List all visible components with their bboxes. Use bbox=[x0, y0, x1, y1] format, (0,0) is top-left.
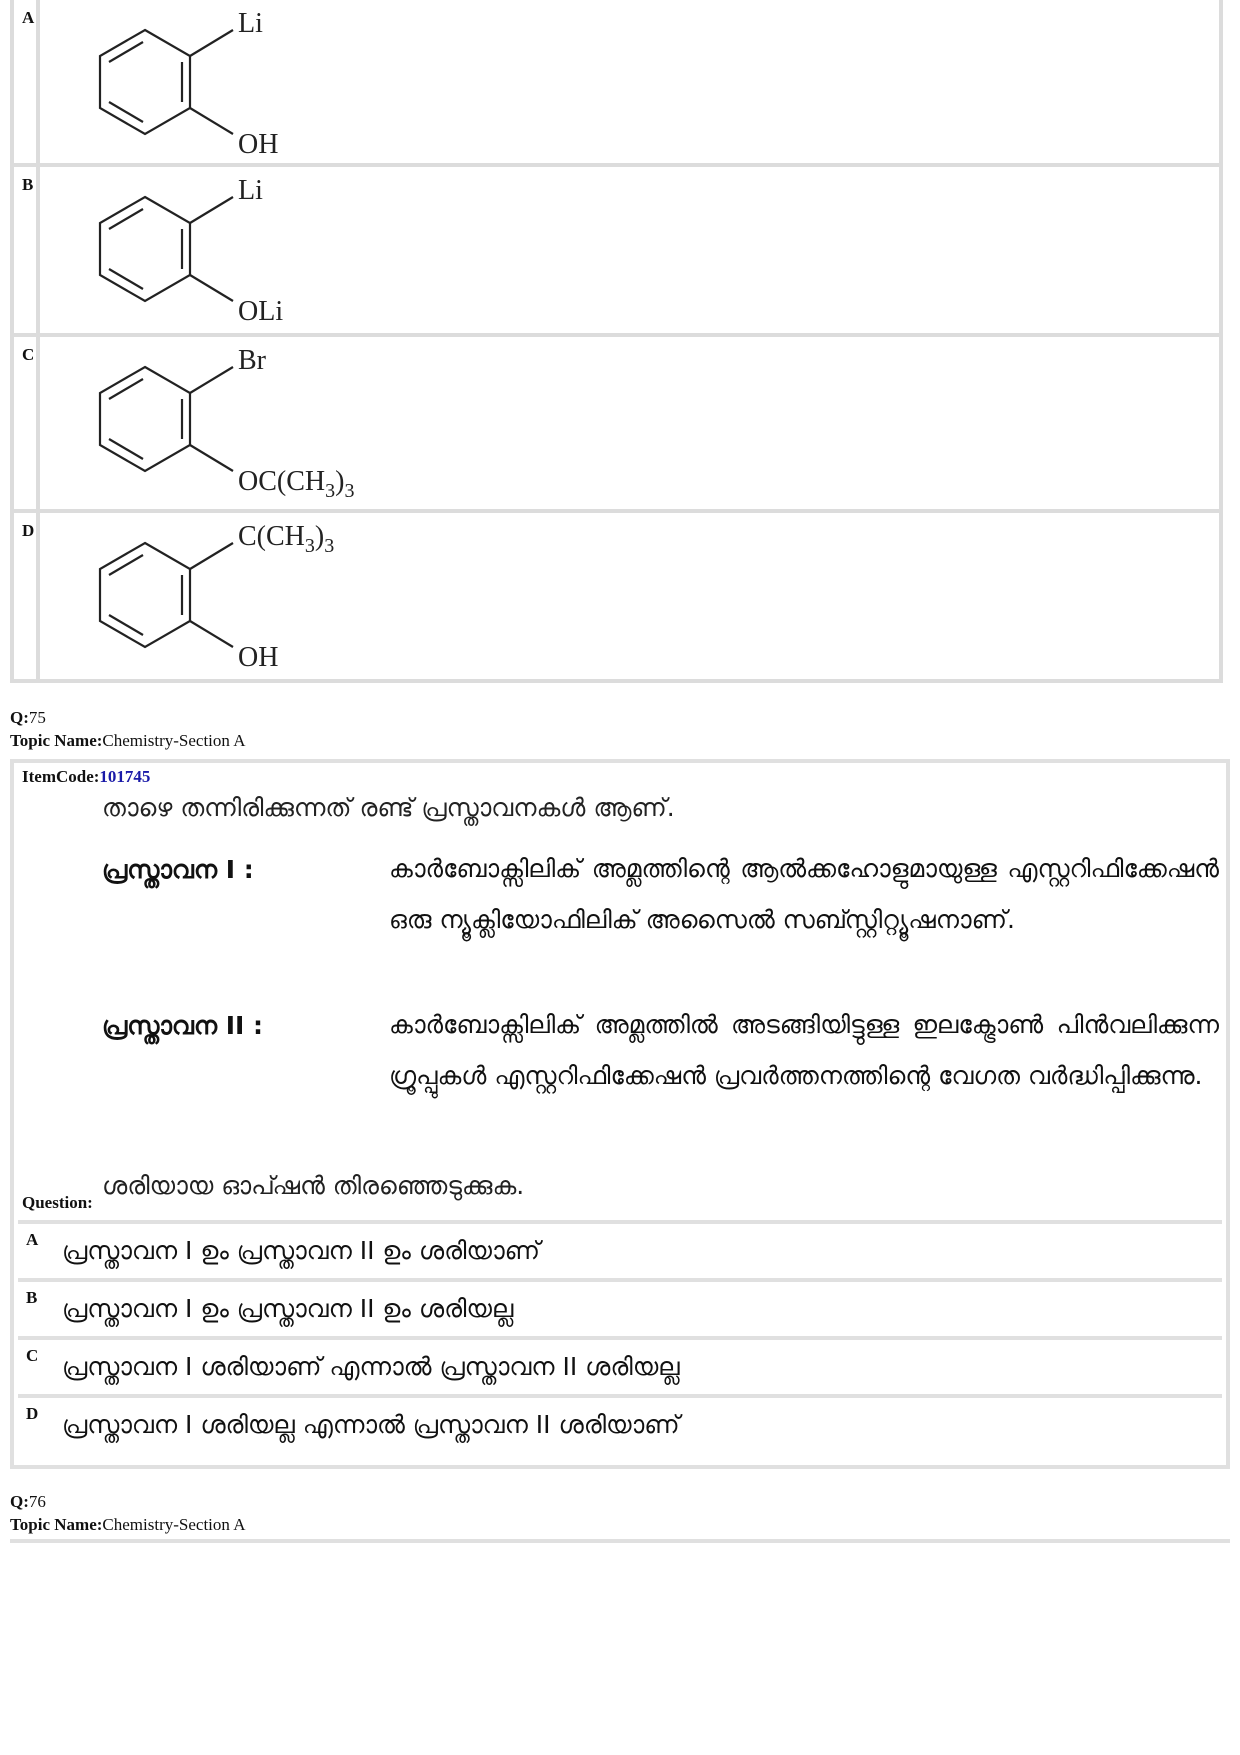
option-row-b[interactable] bbox=[14, 167, 1219, 337]
option-letter: A bbox=[14, 0, 40, 163]
question-prompt: ശരിയായ ഓപ്ഷൻ തിരഞ്ഞെടുക്കുക. bbox=[102, 1171, 525, 1200]
answer-option-d[interactable]: D പ്രസ്താവന I ശരിയല്ല എന്നാൽ പ്രസ്താവന II ശരിയാണ് bbox=[18, 1394, 1222, 1452]
answer-option-c[interactable]: C പ്രസ്താവന I ശരിയാണ് എന്നാൽ പ്രസ്താവന II ശരിയല്ല bbox=[18, 1336, 1222, 1394]
option-letter: C bbox=[14, 337, 40, 509]
top-substituent: $C(CH_3)_3$ bbox=[238, 521, 335, 557]
divider bbox=[10, 1539, 1230, 1543]
statement-1-label: പ്രസ്താവന I : bbox=[102, 855, 254, 884]
question-label: Question: bbox=[22, 1193, 93, 1212]
benzene-structure-c bbox=[50, 337, 390, 509]
topic-name: Topic Name:Chemistry-Section A bbox=[10, 731, 246, 750]
answer-option-a[interactable]: A പ്രസ്താവന I ഉം പ്രസ്താവന II ഉം ശരിയാണ് bbox=[18, 1220, 1222, 1278]
option-letter: B bbox=[14, 167, 40, 333]
intro-text: താഴെ തന്നിരിക്കുന്നത് രണ്ട് പ്രസ്താവനകൾ ആണ്. bbox=[102, 793, 675, 822]
benzene-structure-d bbox=[50, 513, 390, 679]
answer-options bbox=[18, 1220, 1222, 1452]
option-row-d[interactable] bbox=[14, 513, 1219, 679]
topic-name: Topic Name:Chemistry-Section A bbox=[10, 1515, 246, 1534]
statement-1-text: കാർബോക്സിലിക് അമ്ലത്തിന്റെ ആൽക്കഹോളുമായുള്ള എസ്റ്ററിഫിക്കേഷൻ ഒരു ന്യൂക്ലിയോഫിലിക് അസൈൽ സബ്സ്റ്റിറ്റ്യൂഷനാണ്. bbox=[389, 854, 1219, 934]
benzene-structure-a bbox=[50, 0, 390, 163]
question-number: Q:75 bbox=[10, 708, 46, 727]
top-substituent: Li bbox=[238, 8, 263, 39]
top-substituent: Li bbox=[238, 175, 263, 206]
top-substituent: Br bbox=[238, 345, 266, 376]
statement-2-label: പ്രസ്താവന II : bbox=[102, 1011, 264, 1040]
previous-options-table bbox=[10, 0, 1223, 683]
bottom-substituent: $OC(CH_3)_3$ bbox=[238, 466, 355, 502]
option-row-a[interactable] bbox=[14, 0, 1219, 167]
statement-2-text: കാർബോക്സിലിക് അമ്ലത്തിൽ അടങ്ങിയിട്ടുള്ള ഇലക്ട്രോൺ പിൻവലിക്കുന്ന ഗ്രൂപ്പുകൾ എസ്റ്ററിഫിക്കേഷൻ പ്രവർത്തനത്തിന്റെ വേഗത വർദ്ധിപ്പിക്കുന്നു. bbox=[389, 1010, 1219, 1090]
bottom-substituent: OH bbox=[238, 129, 279, 160]
question-number: Q:76 bbox=[10, 1492, 46, 1511]
benzene-structure-b bbox=[50, 167, 390, 333]
bottom-substituent: OLi bbox=[238, 296, 284, 327]
answer-option-b[interactable]: B പ്രസ്താവന I ഉം പ്രസ്താവന II ഉം ശരിയല്ല bbox=[18, 1278, 1222, 1336]
item-code: ItemCode:101745 bbox=[22, 767, 151, 786]
option-row-c[interactable] bbox=[14, 337, 1219, 513]
option-letter: D bbox=[14, 513, 40, 679]
bottom-substituent: OH bbox=[238, 642, 279, 673]
question-box bbox=[10, 759, 1230, 1469]
